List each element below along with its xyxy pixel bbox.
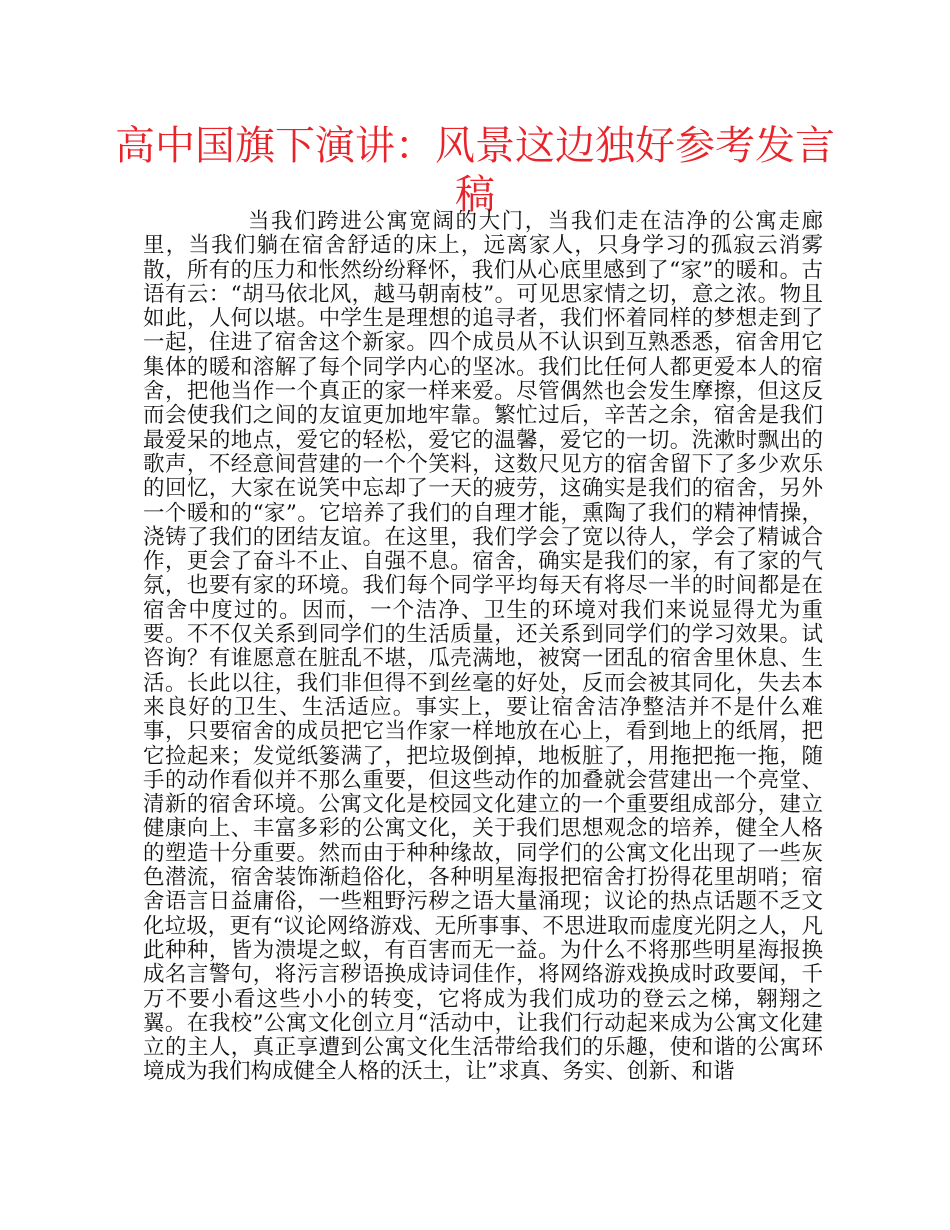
body-paragraph: 当我们跨进公寓宽阔的大门，当我们走在洁净的公寓走廊里，当我们躺在宿舍舒适的床上，远离家人，只身学习的孤寂云消雾散，所有的压力和怅然纷纷释怀，我们从心底里感到了“家”的暖和。古语有云：“胡马依北风，越马朝南枝”。可见思家情之切，意之浓。物且如此，人何以堪。中学生是理想的追寻者，我们怀着同样的梦想走到了一起，住进了宿舍这个新家。四个成员从不认识到互熟悉悉，宿舍用它集体的暖和溶解了每个同学内心的坚冰。我们比任何人都更爱本人的宿舍，把他当作一个真正的家一样来爱。尽管偶然也会发生摩擦，但这反而会使我们之间的友谊更加地牢靠。繁忙过后，辛苦之余，宿舍是我们最爱呆的地点，爱它的轻松，爱它的温馨，爱它的一切。洗漱时飘出的歌声，不经意间营建的一个个笑料，这数尺见方的宿舍留下了多少欢乐的回忆，大家在说笑中忘却了一天的疲劳，这确实是我们的宿舍，另外一个暖和的“家”。它培养了我们的自理才能，熏陶了我们的精神情操，浇铸了我们的团结友谊。在这里，我们学会了宽以待人，学会了精诚合作，更会了奋斗不止、自强不息。宿舍，确实是我们的家，有了家的气氛，也要有家的环境。我们每个同学平均每天有将尽一半的时间都是在宿舍中度过的。因而，一个洁净、卫生的环境对我们来说显得尤为重要。不不仅关系到同学们的生活质量，还关系到同学们的学习效果。试咨询？有谁愿意在脏乱不堪，瓜壳满地，被窝一团乱的宿舍里休息、生活。长此以往，我们非但得不到丝毫的好处，反而会被其同化，失去本来良好的卫生、生活适应。事实上，要让宿舍洁净整洁并不是什么难事，只要宿舍的成员把它当作家一样地放在心上，看到地上的纸屑，把它捡起来；发觉纸篓满了，把垃圾倒掉，地板脏了，用拖把拖一拖，随手的动作看似并不那么重要，但这些动作的加叠就会营建出一个亮堂、清新的宿舍环境。公寓文化是校园文化建立的一个重要组成部分，建立健康向上、丰富多彩的公寓文化，关于我们思想观念的培养，健全人格的塑造十分重要。然而由于种种缘故，同学们的公寓文化出现了一些灰色潜流，宿舍装饰渐趋俗化，各种明星海报把宿舍打扮得花里胡哨；宿舍语言日益庸俗，一些粗野污秽之语大量涌现；议论的热点话题不乏文化垃圾，更有“议论网络游戏、无所事事、不思进取而虚度光阴之人，凡此种种，皆为溃堤之蚁，有百害而无一益。为什么不将那些明星海报换成名言警句，将污言秽语换成诗词佳作，将网络游戏换成时政要闻，千万不要小看这些小小的转变，它将成为我们成功的登云之梯，翱翔之翼。在我校”公寓文化创立月“活动中，让我们行动起来成为公寓文化建立的主人，真正享遭到公寓文化生活带给我们的乐趣，使和谐的公寓环境成为我们构成健全人格的沃土，让”求真、务实、创新、和谐 bbox=[143, 209, 823, 1085]
document-title: 高中国旗下演讲：风景这边独好参考发言稿 bbox=[115, 123, 835, 218]
